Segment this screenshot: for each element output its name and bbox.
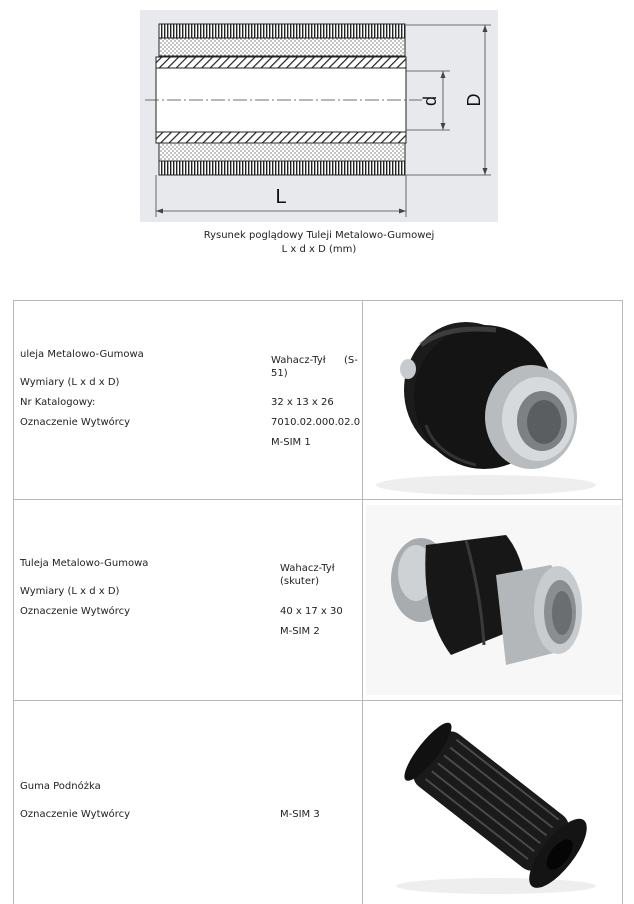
- products-table: [13, 300, 623, 904]
- product-name: Tuleja Metalowo-Gumowa: [20, 558, 149, 569]
- application-value: Wahacz-Tył: [280, 563, 335, 574]
- product-photo: [366, 706, 621, 898]
- dimension-label-big-d: D: [464, 93, 484, 107]
- product-row: [14, 301, 623, 500]
- bushing-diagram: [140, 10, 498, 222]
- application-value-end: 51): [271, 368, 288, 379]
- product-name: Guma Podnóżka: [20, 781, 101, 792]
- manufacturer-code-value: M-SIM 3: [280, 809, 320, 820]
- dimensions-label: Wymiary (L x d x D): [20, 377, 120, 388]
- manufacturer-code-label: Oznaczenie Wytwórcy: [20, 606, 131, 617]
- manufacturer-code-label: Oznaczenie Wytwórcy: [20, 809, 131, 820]
- product-photo: [366, 505, 621, 695]
- diagram-caption: [140, 229, 498, 257]
- catalog-number-label: Nr Katalogowy:: [20, 397, 96, 408]
- dimension-label-l: L: [275, 186, 287, 208]
- application-value-cont: (skuter): [280, 576, 320, 587]
- product-photo: [366, 305, 621, 495]
- manufacturer-code-value: M-SIM 2: [280, 626, 320, 637]
- product-row: [14, 500, 623, 701]
- manufacturer-code-value: M-SIM 1: [271, 437, 311, 448]
- dimensions-value: 40 x 17 x 30: [280, 606, 343, 617]
- product-name: uleja Metalowo-Gumowa: [20, 349, 144, 360]
- manufacturer-code-label: Oznaczenie Wytwórcy: [20, 417, 131, 428]
- caption-title: Rysunek poglądowy Tuleji Metalowo-Gumowej: [203, 230, 435, 241]
- catalog-number-value: 7010.02.000.02.0: [271, 417, 361, 428]
- application-value: Wahacz-Tył: [271, 355, 326, 366]
- application-value-cont: (S-: [344, 355, 358, 366]
- dimensions-value: 32 x 13 x 26: [271, 397, 334, 408]
- dimensions-label: Wymiary (L x d x D): [20, 586, 120, 597]
- caption-units: L x d x D (mm): [281, 244, 357, 255]
- product-row: [14, 701, 623, 904]
- bushing-cross-section-drawing: [140, 10, 498, 222]
- dimension-label-d: d: [420, 95, 440, 107]
